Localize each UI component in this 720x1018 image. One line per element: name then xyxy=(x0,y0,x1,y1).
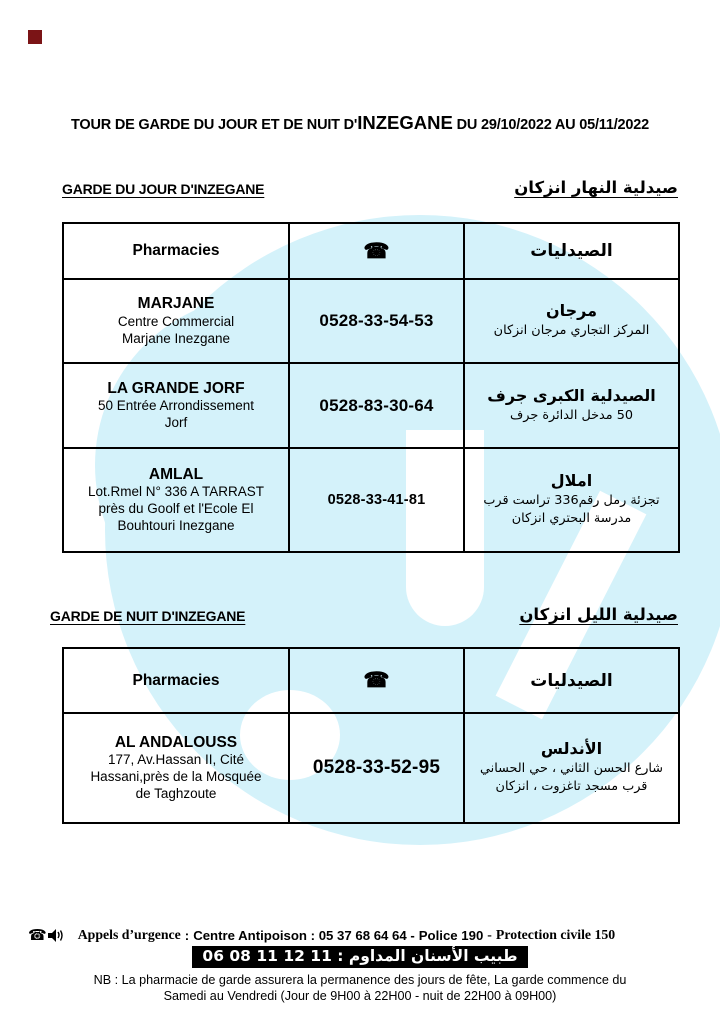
night-section-heading xyxy=(50,605,678,624)
emergency-dash: - xyxy=(487,927,492,942)
pharmacy-address-line: Hassani,près de la Mosquée xyxy=(90,769,262,785)
pharmacy-address-line: 177, Av.Hassan II, Cité xyxy=(107,752,245,768)
nb-line-2: Samedi au Vendredi (Jour de 9H00 à 22H00 - nuit de 22H00 à 09H00) xyxy=(163,989,557,1004)
dentist-phone-number: 06 08 11 12 11 xyxy=(202,947,332,965)
pharmacy-address-line: Bouhtouri Inezgane xyxy=(117,518,235,534)
pharmacy-address-ar: قرب مسجد تاغزوت ، انزكان xyxy=(495,779,648,795)
pharmacy-address-line: Centre Commercial xyxy=(117,313,235,329)
day-heading-fr: GARDE DU JOUR D'INZEGANE xyxy=(62,181,265,197)
pharmacy-address-line: Lot.Rmel N° 336 A TARRAST xyxy=(88,484,264,500)
table-header-row xyxy=(63,223,679,279)
pharmacy-address-line: 50 Entrée Arrondissement xyxy=(97,398,255,414)
pharmacy-name: AL ANDALOUSS xyxy=(114,734,238,751)
column-header-pharmacies-ar: الصيدليات xyxy=(464,223,679,279)
emergency-colon: : xyxy=(184,927,190,943)
pharmacy-name-ar: مرجان xyxy=(545,301,598,321)
pharmacy-fr-cell xyxy=(63,279,289,363)
dentist-label: طبيب الأسنان المداوم : xyxy=(331,947,518,965)
nb-line-1: NB : La pharmacie de garde assurera la permanence des jours de fête, La garde commence du xyxy=(93,973,627,987)
day-section-heading xyxy=(62,178,678,197)
pharmacy-fr-cell xyxy=(63,363,289,448)
pharmacy-address-line: près du Goolf et l'Ecole El xyxy=(98,501,254,517)
pharmacy-name-ar: املال xyxy=(550,471,593,491)
pharmacy-address-line: Jorf xyxy=(164,415,188,431)
table-row xyxy=(63,713,679,823)
emergency-numbers-line xyxy=(28,926,700,944)
page-title xyxy=(0,112,720,134)
phone-icon: ☎ xyxy=(289,223,464,279)
column-header-pharmacies: Pharmacies xyxy=(63,223,289,279)
pharmacy-fr-cell xyxy=(63,713,289,823)
pharmacy-phone: 0528-33-52-95 xyxy=(289,713,464,823)
emergency-label: Appels d’urgence xyxy=(77,927,181,942)
phone-icon: ☎ xyxy=(28,926,47,944)
pharmacy-fr-cell xyxy=(63,448,289,552)
pharmacy-address-ar: تجزئة رمل رقم336 تراست قرب xyxy=(483,492,660,508)
pharmacy-name: LA GRANDE JORF xyxy=(107,379,245,397)
night-heading-ar: صيدلية الليل انزكان xyxy=(519,605,678,624)
pharmacy-phone: 0528-33-41-81 xyxy=(289,448,464,552)
table-row xyxy=(63,279,679,363)
phone-icon: ☎ xyxy=(289,648,464,713)
day-pharmacy-table xyxy=(62,222,680,553)
pharmacy-ar-cell xyxy=(464,363,679,448)
dentist-banner xyxy=(192,946,527,968)
pharmacy-address-ar: 50 مدخل الدائرة جرف xyxy=(510,407,633,423)
pharmacy-phone: 0528-83-30-64 xyxy=(289,363,464,448)
pharmacy-address-ar: المركز التجاري مرجان انزكان xyxy=(493,323,650,339)
pharmacy-ar-cell xyxy=(464,448,679,552)
pharmacy-ar-cell xyxy=(464,279,679,363)
title-prefix: TOUR DE GARDE DU JOUR ET DE NUIT D' xyxy=(70,117,358,133)
pharmacy-name: AMLAL xyxy=(148,466,204,483)
title-city: INZEGANE xyxy=(357,112,453,133)
pharmacy-address-line: de Taghzoute xyxy=(135,786,217,802)
pharmacy-ar-cell xyxy=(464,713,679,823)
dentist-line xyxy=(0,946,720,968)
pharmacy-name: MARJANE xyxy=(137,295,215,313)
pharmacy-address-ar: شارع الحسن الثاني ، حي الحساني xyxy=(479,760,664,776)
night-pharmacy-table xyxy=(62,647,680,824)
nb-note xyxy=(0,972,720,1005)
protection-civile-number: Protection civile 150 xyxy=(495,927,616,942)
police-number: Police 190 xyxy=(418,927,484,943)
pharmacy-phone: 0528-33-54-53 xyxy=(289,279,464,363)
table-row xyxy=(63,363,679,448)
table-row xyxy=(63,448,679,552)
scan-artifact-square xyxy=(28,30,42,44)
column-header-pharmacies-ar: الصيدليات xyxy=(464,648,679,713)
antipoison-number: Centre Antipoison : 05 37 68 64 64 - xyxy=(193,927,415,943)
night-heading-fr: GARDE DE NUIT D'INZEGANE xyxy=(50,608,246,624)
title-dates: DU 29/10/2022 AU 05/11/2022 xyxy=(452,117,649,133)
column-header-pharmacies: Pharmacies xyxy=(63,648,289,713)
pharmacy-address-line: Marjane Inezgane xyxy=(121,330,231,346)
day-heading-ar: صيدلية النهار انزكان xyxy=(514,178,678,197)
table-header-row xyxy=(63,648,679,713)
megaphone-icon xyxy=(48,929,64,942)
pharmacy-address-ar: مدرسة البحتري انزكان xyxy=(511,511,632,527)
pharmacy-name-ar: الصيدلية الكبرى جرف xyxy=(487,385,656,405)
pharmacy-name-ar: الأندلس xyxy=(540,739,603,759)
